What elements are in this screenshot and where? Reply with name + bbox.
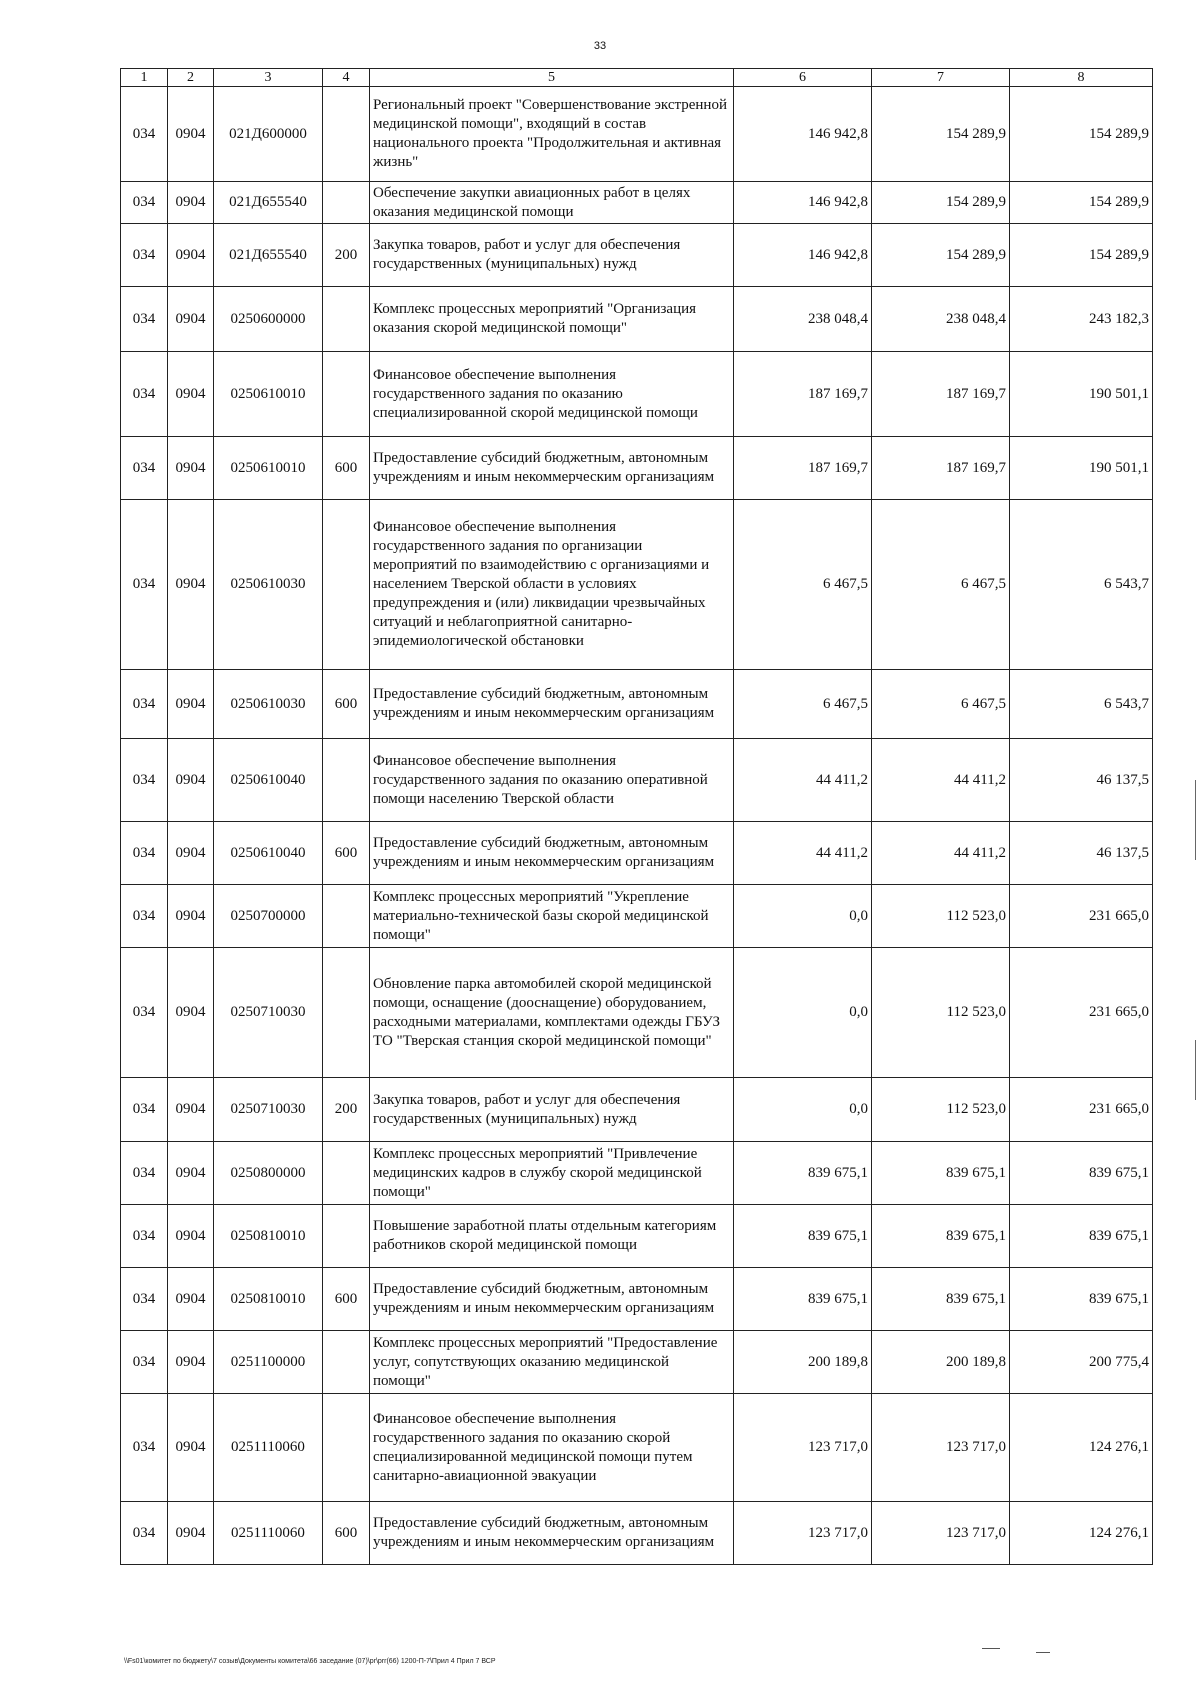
amount-col6-cell: 146 942,8 [734,182,872,224]
table-row [121,1142,1153,1205]
section-code-cell: 0904 [168,1502,214,1565]
expense-type-cell [323,1142,370,1205]
expense-type-cell: 200 [323,1078,370,1142]
amount-col8-cell: 839 675,1 [1010,1142,1153,1205]
table-row [121,287,1153,352]
scan-artifact [1036,1652,1050,1653]
amount-col6-cell: 6 467,5 [734,670,872,739]
target-article-cell: 0250610010 [214,437,323,500]
item-name-cell: Финансовое обеспечение выполнения государственного задания по организации мероприятий по взаимодействию с организациями и населением Тверской области в условиях предупреждения и (или) ликвидации чрезвычайных ситуаций и неблагоприятной санитарно-эпидемиологической обстановки [370,500,734,670]
header-cell: 4 [323,69,370,87]
amount-col8-cell: 154 289,9 [1010,182,1153,224]
amount-col6-cell: 6 467,5 [734,500,872,670]
item-name-cell: Финансовое обеспечение выполнения государственного задания по оказанию оперативной помощи населению Тверской области [370,739,734,822]
target-article-cell: 0250610030 [214,500,323,670]
ministry-code-cell: 034 [121,500,168,670]
item-name-cell: Комплекс процессных мероприятий "Организация оказания скорой медицинской помощи" [370,287,734,352]
expense-type-cell [323,182,370,224]
table-row [121,1268,1153,1331]
item-name-cell: Финансовое обеспечение выполнения государственного задания по оказанию специализированной скорой медицинской помощи [370,352,734,437]
expense-type-cell [323,1331,370,1394]
ministry-code-cell: 034 [121,948,168,1078]
expense-type-cell: 600 [323,670,370,739]
target-article-cell: 0250810010 [214,1268,323,1331]
ministry-code-cell: 034 [121,1142,168,1205]
table-row [121,948,1153,1078]
table-row [121,500,1153,670]
ministry-code-cell: 034 [121,182,168,224]
target-article-cell: 0250810010 [214,1205,323,1268]
amount-col6-cell: 123 717,0 [734,1502,872,1565]
item-name-cell: Обеспечение закупки авиационных работ в целях оказания медицинской помощи [370,182,734,224]
amount-col8-cell: 46 137,5 [1010,739,1153,822]
amount-col6-cell: 238 048,4 [734,287,872,352]
section-code-cell: 0904 [168,1268,214,1331]
ministry-code-cell: 034 [121,1394,168,1502]
header-row [121,69,1153,87]
header-cell: 3 [214,69,323,87]
item-name-cell: Комплекс процессных мероприятий "Предоставление услуг, сопутствующих оказанию медицинской помощи" [370,1331,734,1394]
page-number: 33 [593,40,607,52]
target-article-cell: 0250710030 [214,948,323,1078]
table-row [121,437,1153,500]
section-code-cell: 0904 [168,500,214,670]
expense-type-cell [323,500,370,670]
amount-col7-cell: 154 289,9 [872,87,1010,182]
header-cell: 6 [734,69,872,87]
amount-col7-cell: 187 169,7 [872,437,1010,500]
amount-col7-cell: 200 189,8 [872,1331,1010,1394]
amount-col8-cell: 231 665,0 [1010,885,1153,948]
ministry-code-cell: 034 [121,224,168,287]
amount-col7-cell: 187 169,7 [872,352,1010,437]
ministry-code-cell: 034 [121,822,168,885]
table-row [121,182,1153,224]
item-name-cell: Предоставление субсидий бюджетным, автономным учреждениям и иным некоммерческим организациям [370,822,734,885]
amount-col6-cell: 146 942,8 [734,224,872,287]
amount-col7-cell: 839 675,1 [872,1205,1010,1268]
expense-type-cell [323,352,370,437]
item-name-cell: Предоставление субсидий бюджетным, автономным учреждениям и иным некоммерческим организациям [370,437,734,500]
amount-col8-cell: 124 276,1 [1010,1502,1153,1565]
ministry-code-cell: 034 [121,352,168,437]
target-article-cell: 021Д655540 [214,182,323,224]
item-name-cell: Закупка товаров, работ и услуг для обеспечения государственных (муниципальных) нужд [370,1078,734,1142]
table-row [121,822,1153,885]
amount-col7-cell: 123 717,0 [872,1502,1010,1565]
section-code-cell: 0904 [168,1394,214,1502]
expense-type-cell: 600 [323,437,370,500]
amount-col7-cell: 44 411,2 [872,822,1010,885]
target-article-cell: 0250610010 [214,352,323,437]
footer-file-path: \\Fs01\комитет по бюджету\7 созыв\Документы комитета\66 заседание (07)\pr\prr(66) 1200-П-7\Прил 4 Прил 7 ВСР [124,1658,496,1665]
amount-col7-cell: 154 289,9 [872,224,1010,287]
section-code-cell: 0904 [168,87,214,182]
target-article-cell: 0250710030 [214,1078,323,1142]
table-row [121,352,1153,437]
amount-col8-cell: 839 675,1 [1010,1205,1153,1268]
item-name-cell: Обновление парка автомобилей скорой медицинской помощи, оснащение (дооснащение) оборудованием, расходными материалами, комплектами одежды ГБУЗ ТО "Тверская станция скорой медицинской помощи" [370,948,734,1078]
section-code-cell: 0904 [168,352,214,437]
amount-col6-cell: 0,0 [734,1078,872,1142]
amount-col8-cell: 6 543,7 [1010,670,1153,739]
amount-col6-cell: 839 675,1 [734,1142,872,1205]
item-name-cell: Предоставление субсидий бюджетным, автономным учреждениям и иным некоммерческим организациям [370,1502,734,1565]
target-article-cell: 021Д655540 [214,224,323,287]
table-row [121,1394,1153,1502]
ministry-code-cell: 034 [121,885,168,948]
section-code-cell: 0904 [168,287,214,352]
amount-col8-cell: 231 665,0 [1010,1078,1153,1142]
ministry-code-cell: 034 [121,1502,168,1565]
target-article-cell: 0251100000 [214,1331,323,1394]
expense-type-cell [323,1394,370,1502]
item-name-cell: Повышение заработной платы отдельным категориям работников скорой медицинской помощи [370,1205,734,1268]
amount-col7-cell: 44 411,2 [872,739,1010,822]
scan-artifact [982,1648,1000,1649]
amount-col7-cell: 112 523,0 [872,1078,1010,1142]
item-name-cell: Закупка товаров, работ и услуг для обеспечения государственных (муниципальных) нужд [370,224,734,287]
amount-col6-cell: 44 411,2 [734,739,872,822]
ministry-code-cell: 034 [121,739,168,822]
target-article-cell: 0251110060 [214,1502,323,1565]
header-cell: 8 [1010,69,1153,87]
amount-col8-cell: 6 543,7 [1010,500,1153,670]
expense-type-cell: 200 [323,224,370,287]
amount-col6-cell: 187 169,7 [734,352,872,437]
amount-col6-cell: 187 169,7 [734,437,872,500]
ministry-code-cell: 034 [121,1205,168,1268]
amount-col7-cell: 6 467,5 [872,500,1010,670]
section-code-cell: 0904 [168,739,214,822]
expense-type-cell: 600 [323,1268,370,1331]
amount-col7-cell: 123 717,0 [872,1394,1010,1502]
expense-type-cell: 600 [323,822,370,885]
expense-type-cell [323,1205,370,1268]
table-row [121,739,1153,822]
ministry-code-cell: 034 [121,287,168,352]
table-row [121,1078,1153,1142]
header-cell: 1 [121,69,168,87]
amount-col7-cell: 839 675,1 [872,1142,1010,1205]
amount-col8-cell: 154 289,9 [1010,87,1153,182]
amount-col7-cell: 238 048,4 [872,287,1010,352]
amount-col6-cell: 146 942,8 [734,87,872,182]
item-name-cell: Предоставление субсидий бюджетным, автономным учреждениям и иным некоммерческим организациям [370,1268,734,1331]
amount-col7-cell: 112 523,0 [872,948,1010,1078]
amount-col6-cell: 44 411,2 [734,822,872,885]
section-code-cell: 0904 [168,670,214,739]
section-code-cell: 0904 [168,1331,214,1394]
expense-type-cell: 600 [323,1502,370,1565]
target-article-cell: 0251110060 [214,1394,323,1502]
item-name-cell: Предоставление субсидий бюджетным, автономным учреждениям и иным некоммерческим организациям [370,670,734,739]
expense-type-cell [323,87,370,182]
amount-col8-cell: 243 182,3 [1010,287,1153,352]
item-name-cell: Комплекс процессных мероприятий "Укрепление материально-технической базы скорой медицинской помощи" [370,885,734,948]
target-article-cell: 0250610030 [214,670,323,739]
amount-col8-cell: 154 289,9 [1010,224,1153,287]
section-code-cell: 0904 [168,182,214,224]
ministry-code-cell: 034 [121,670,168,739]
section-code-cell: 0904 [168,1205,214,1268]
amount-col6-cell: 123 717,0 [734,1394,872,1502]
table-row [121,224,1153,287]
expense-type-cell [323,885,370,948]
section-code-cell: 0904 [168,822,214,885]
section-code-cell: 0904 [168,885,214,948]
expense-type-cell [323,739,370,822]
amount-col7-cell: 839 675,1 [872,1268,1010,1331]
amount-col7-cell: 112 523,0 [872,885,1010,948]
ministry-code-cell: 034 [121,1268,168,1331]
target-article-cell: 0250610040 [214,739,323,822]
amount-col8-cell: 190 501,1 [1010,352,1153,437]
amount-col8-cell: 46 137,5 [1010,822,1153,885]
scan-edge-artifact [1195,1040,1196,1100]
ministry-code-cell: 034 [121,437,168,500]
header-cell: 7 [872,69,1010,87]
target-article-cell: 0250800000 [214,1142,323,1205]
table-row [121,885,1153,948]
section-code-cell: 0904 [168,948,214,1078]
amount-col8-cell: 839 675,1 [1010,1268,1153,1331]
item-name-cell: Комплекс процессных мероприятий "Привлечение медицинских кадров в службу скорой медицинской помощи" [370,1142,734,1205]
amount-col6-cell: 200 189,8 [734,1331,872,1394]
scan-edge-artifact [1195,780,1196,860]
target-article-cell: 0250600000 [214,287,323,352]
amount-col7-cell: 154 289,9 [872,182,1010,224]
table-row [121,1331,1153,1394]
section-code-cell: 0904 [168,1078,214,1142]
target-article-cell: 021Д600000 [214,87,323,182]
target-article-cell: 0250610040 [214,822,323,885]
item-name-cell: Региональный проект "Совершенствование экстренной медицинской помощи", входящий в состав национального проекта "Продолжительная и активная жизнь" [370,87,734,182]
table-row [121,670,1153,739]
amount-col6-cell: 839 675,1 [734,1205,872,1268]
ministry-code-cell: 034 [121,1078,168,1142]
amount-col8-cell: 231 665,0 [1010,948,1153,1078]
amount-col6-cell: 839 675,1 [734,1268,872,1331]
amount-col8-cell: 190 501,1 [1010,437,1153,500]
amount-col6-cell: 0,0 [734,885,872,948]
target-article-cell: 0250700000 [214,885,323,948]
ministry-code-cell: 034 [121,1331,168,1394]
section-code-cell: 0904 [168,1142,214,1205]
table-row [121,1502,1153,1565]
amount-col8-cell: 124 276,1 [1010,1394,1153,1502]
amount-col8-cell: 200 775,4 [1010,1331,1153,1394]
header-cell: 2 [168,69,214,87]
item-name-cell: Финансовое обеспечение выполнения государственного задания по оказанию скорой специализированной медицинской помощи путем санитарно-авиационной эвакуации [370,1394,734,1502]
amount-col6-cell: 0,0 [734,948,872,1078]
section-code-cell: 0904 [168,437,214,500]
budget-table [120,68,1153,1565]
section-code-cell: 0904 [168,224,214,287]
table-row [121,1205,1153,1268]
amount-col7-cell: 6 467,5 [872,670,1010,739]
expense-type-cell [323,948,370,1078]
header-cell: 5 [370,69,734,87]
table-row [121,87,1153,182]
ministry-code-cell: 034 [121,87,168,182]
expense-type-cell [323,287,370,352]
